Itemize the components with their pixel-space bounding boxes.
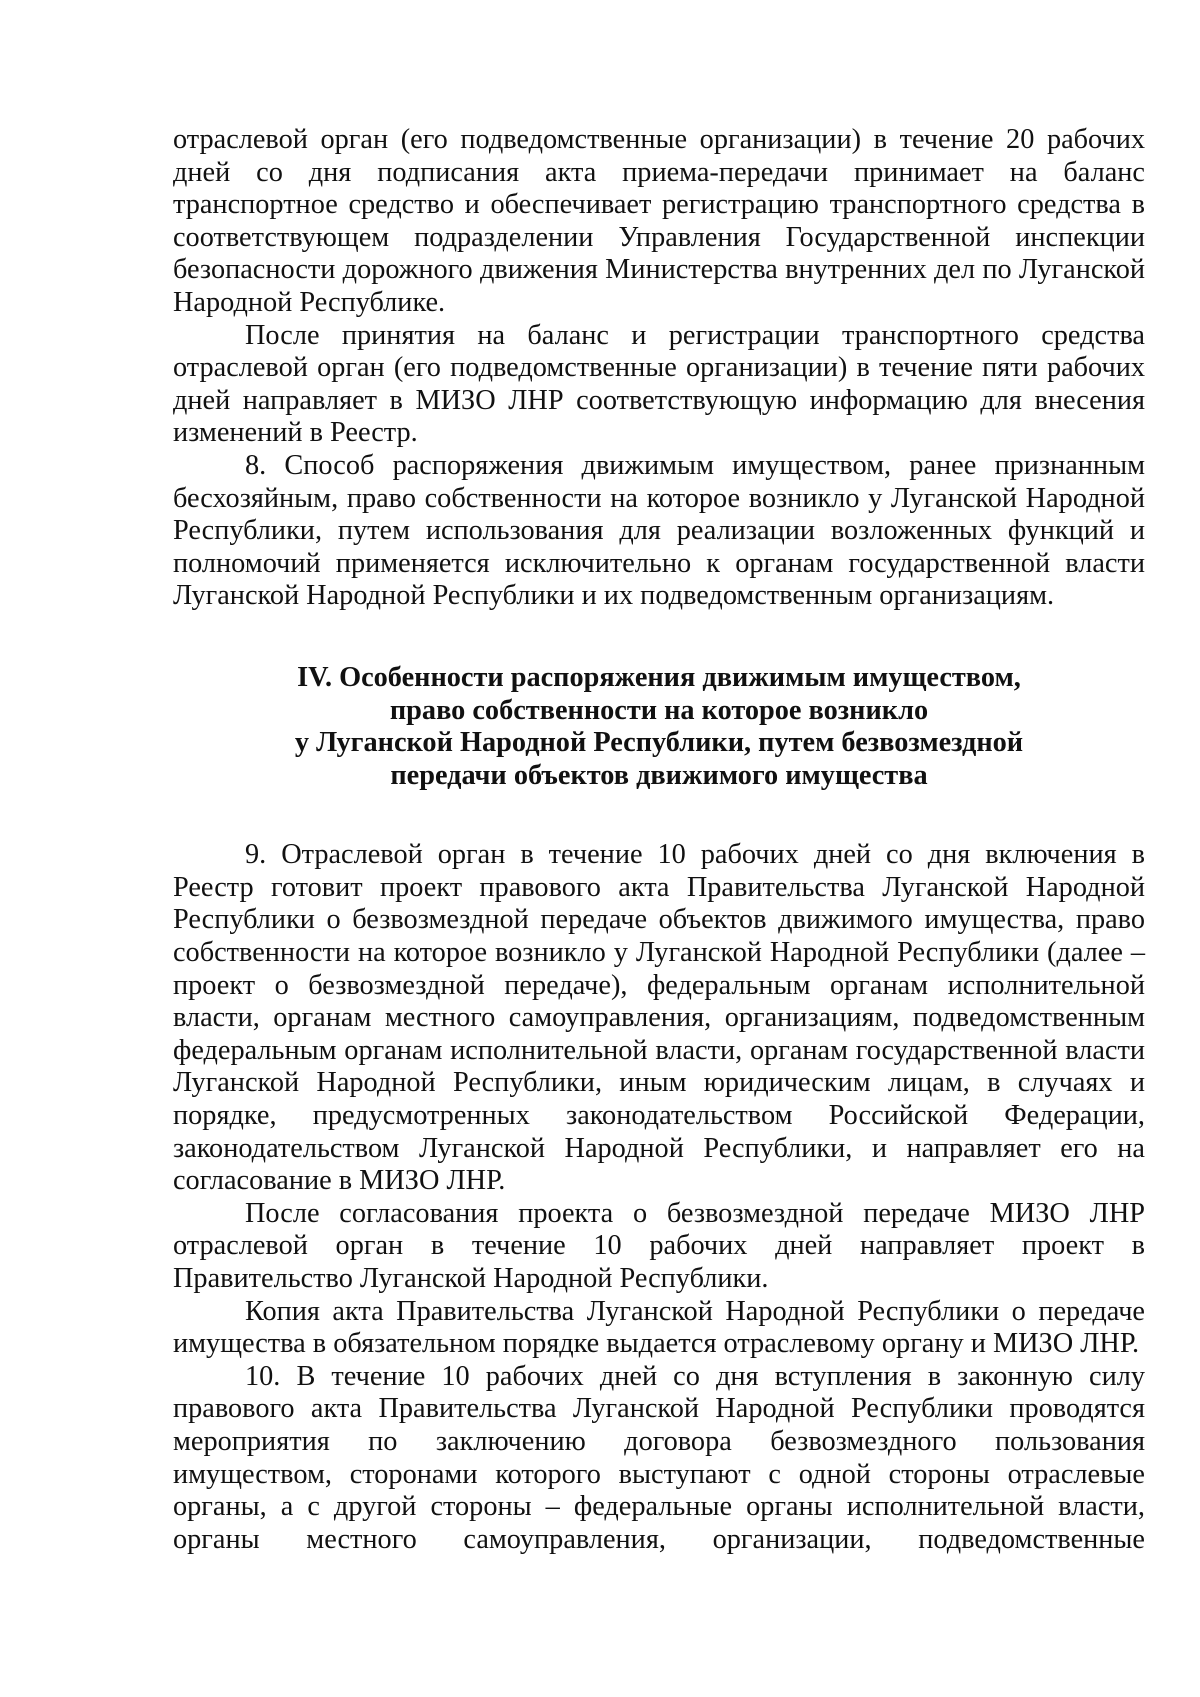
paragraph-item-8: 8. Способ распоряжения движимым имуществом, ранее признанным бесхозяйным, право собственности на которое возникло у Луганской Народной Республики, путем использования для реализации возложенных функций и полномочий применяется исключительно к органам государственной власти Луганской Народной Республики и их подведомственным организациям. [173,449,1145,612]
section-heading-line: передачи объектов движимого имущества [390,759,928,791]
paragraph-balance-info: После принятия на баланс и регистрации транспортного средства отраслевой орган (его подведомственные организации) в течение пяти рабочих дней направляет в МИЗО ЛНР соответствующую информацию для внесения изменений в Реестр. [173,319,1145,449]
paragraph-registration: отраслевой орган (его подведомственные организации) в течение 20 рабочих дней со дня подписания акта приема-передачи принимает на баланс транспортное средство и обеспечивает регистрацию транспортного средства в соответствующем подразделении Управления Государственной инспекции безопасности дорожного движения Министерства внутренних дел по Луганской Народной Республике. [173,124,1145,318]
section-heading-line: у Луганской Народной Республики, путем безвозмездной [294,727,1024,759]
paragraph-item-10: 10. В течение 10 рабочих дней со дня вступления в законную силу правового акта Правительства Луганской Народной Республики проводятся мероприятия по заключению договора безвозмездного пользования имуществом, сторонами которого выступают с одной стороны отраслевые органы, а с другой стороны – федеральные органы исполнительной власти, органы местного самоуправления, организации, подведомственные [173,1360,1145,1555]
section-heading [173,662,1145,792]
paragraph-item-9: 9. Отраслевой орган в течение 10 рабочих дней со дня включения в Реестр готовит проект правового акта Правительства Луганской Народной Республики о безвозмездной передаче объектов движимого имущества, право собственности на которое возникло у Луганской Народной Республики (далее – проект о безвозмездной передаче), федеральным органам исполнительной власти, органам местного самоуправления, организациям, подведомственным федеральным органам исполнительной власти, органам государственной власти Луганской Народной Республики, иным юридическим лицам, в случаях и порядке, предусмотренных законодательством Российской Федерации, законодательством Луганской Народной Республики, и направляет его на согласование в МИЗО ЛНР. [173,839,1145,1197]
section-heading-line: IV. Особенности распоряжения движимым имуществом, [297,661,1021,693]
section-heading-line: право собственности на которое возникло [389,694,929,726]
paragraph-copy-of-act: Копия акта Правительства Луганской Народной Республики о передаче имущества в обязательном порядке выдается отраслевому органу и МИЗО ЛНР. [173,1295,1145,1360]
document-page [173,124,1145,1556]
paragraph-approval: После согласования проекта о безвозмездной передаче МИЗО ЛНР отраслевой орган в течение 10 рабочих дней направляет проект в Правительство Луганской Народной Республики. [173,1197,1145,1294]
